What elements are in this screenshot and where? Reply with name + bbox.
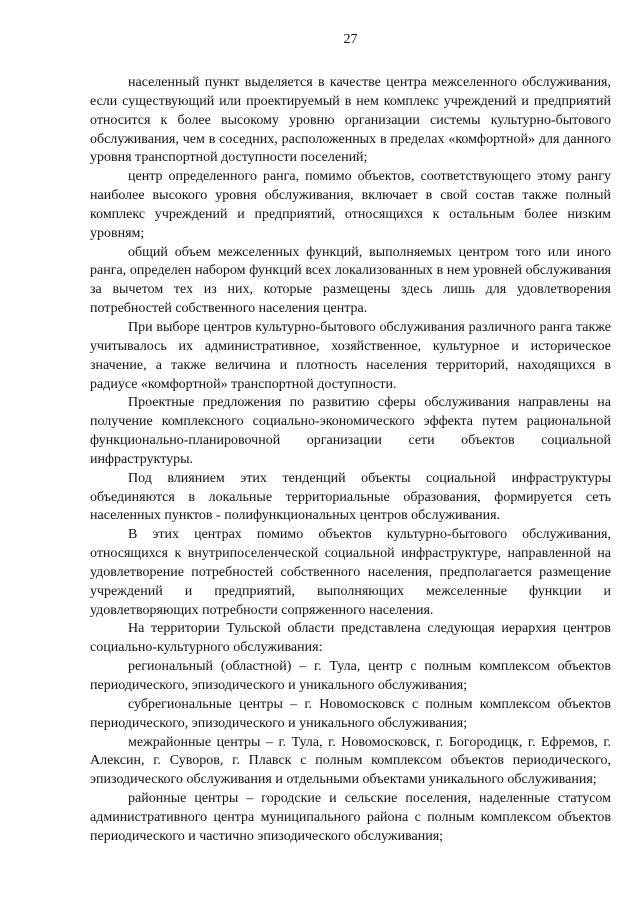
paragraph: При выборе центров культурно-бытового обслуживания различного ранга также учитывалось их административное, хозяйственное, культурное и историческое значение, а также величина и плотность населения территорий, находящихся в радиусе «комфортной» транспортной доступности.	[90, 319, 611, 392]
paragraph: региональный (областной) – г. Тула, центр с полным комплексом объектов периодического, эпизодического и уникального обслуживания;	[90, 659, 611, 693]
paragraph: центр определенного ранга, помимо объектов, соответствующего этому рангу наиболее высокого уровня обслуживания, включает в свой состав также полный комплекс учреждений и предприятий, относящихся к остальным более низким уровням;	[90, 169, 611, 241]
paragraph: общий объем межселенных функций, выполняемых центром того или иного ранга, определен набором функций всех локализованных в нем уровней обслуживания за вычетом тех из них, которые размещены здесь лишь для удовлетворения потребностей собственного населения центра.	[90, 244, 611, 317]
paragraph: Проектные предложения по развитию сферы обслуживания направлены на получение комплексного социально-экономического эффекта путем рациональной функционально-планировочной организации сети объектов социальной инфраструктуры.	[90, 395, 611, 467]
paragraph: В этих центрах помимо объектов культурно-бытового обслуживания, относящихся к внутрипоселенческой социальной инфраструктуре, направленной на удовлетворение потребностей собственного населения, предполагается размещение учреждений и предприятий, выполняющих межселенные функции и удовлетворяющих потребности сопряженного населения.	[90, 527, 611, 618]
paragraph: Под влиянием этих тенденций объекты социальной инфраструктуры объединяются в локальные территориальные образования, формируется сеть населенных пунктов - полифункциональных центров обслуживания.	[90, 470, 611, 524]
paragraph: населенный пункт выделяется в качестве центра межселенного обслуживания, если существующий или проектируемый в нем комплекс учреждений и предприятий относится к более высокому уровню организации системы культурно-бытового обслуживания, чем в соседних, расположенных в пределах «комфортной» для данного уровня транспортной доступности поселений;	[90, 75, 611, 166]
paragraph: субрегиональные центры – г. Новомосковск с полным комплексом объектов периодического, эпизодического и уникального обслуживания;	[90, 696, 611, 731]
paragraph: межрайонные центры – г. Тула, г. Новомосковск, г. Богородицк, г. Ефремов, г. Алексин, г. Суворов, г. Плавск с полным комплексом объектов периодического, эпизодического обслуживания и отдельными объектами уникального обслуживания;	[90, 734, 611, 788]
body-text	[90, 74, 611, 847]
paragraph: районные центры – городские и сельские поселения, наделенные статусом административного центра муниципального района с полным комплексом объектов периодического и частично эпизодического обслуживания;	[90, 791, 611, 844]
page-number: 27	[343, 32, 358, 47]
paragraph: На территории Тульской области представлена следующая иерархия центров социально-культурного обслуживания:	[90, 621, 611, 656]
